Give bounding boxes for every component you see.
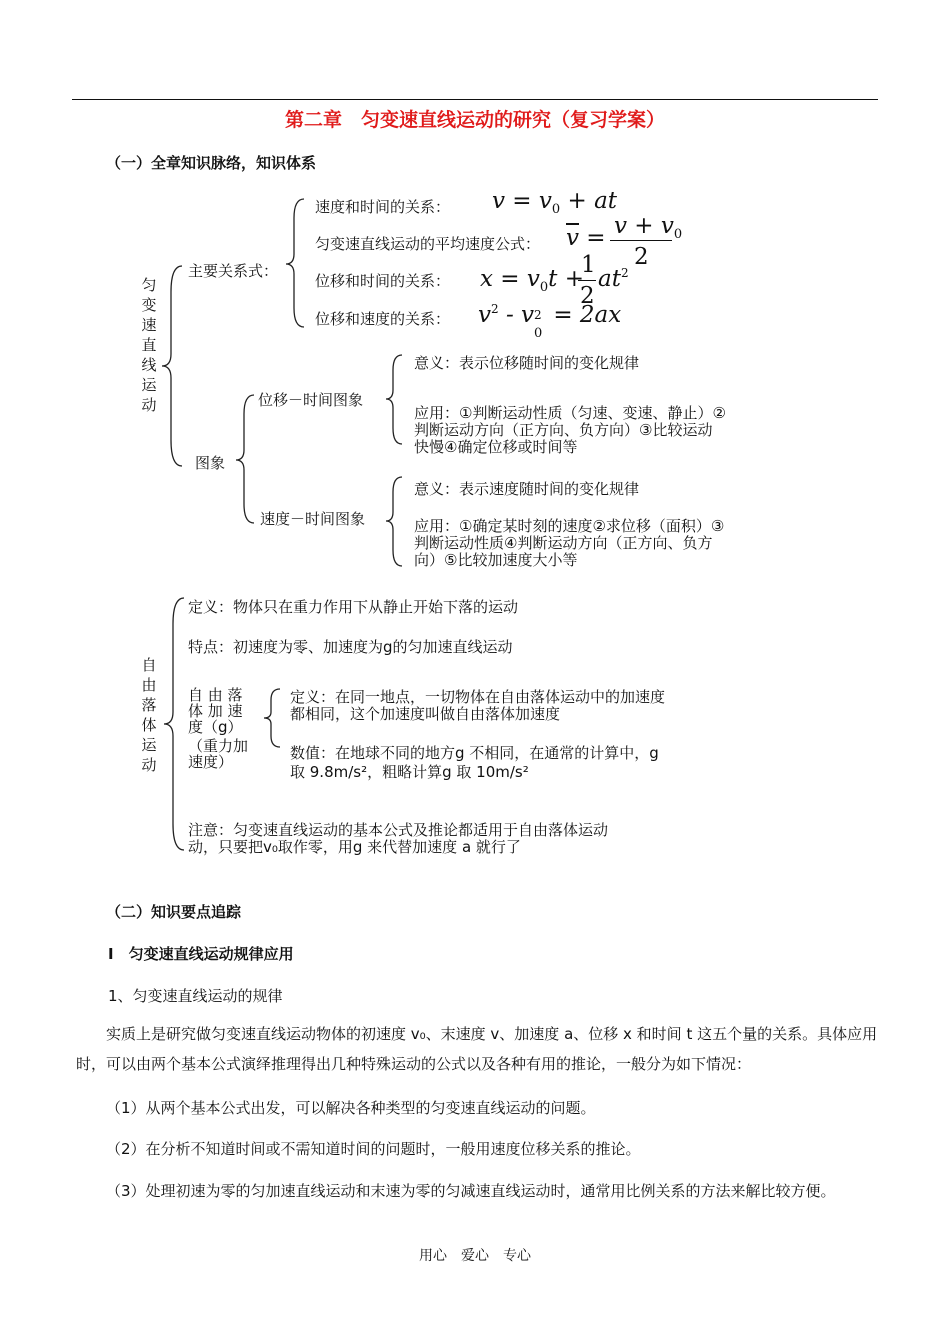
freefall-definition: 定义：物体只在重力作用下从静止开始下落的运动 [188, 598, 519, 616]
g-brace [262, 686, 284, 750]
freefall-note-line-1: 注意：匀变速直线运动的基本公式及推论都适用于自由落体运动 [188, 821, 609, 839]
g-definition-line-1: 定义：在同一地点，一切物体在自由落体运动中的加速度 [290, 688, 666, 706]
paragraph-1: 实质上是研究做匀变速直线运动物体的初速度 v₀、末速度 v、加速度 a、位移 x 和时间 t 这五个量的关系。具体应用时，可以由两个基本公式演绎推理得出几种特殊运动的公式以及各种有用的推论，一般分为如下情况： [76, 1025, 878, 1073]
g-label-line-2: 体 加 速 [188, 702, 243, 720]
formula-label-displacement-time: 位移和时间的关系： [315, 272, 451, 290]
formula-average-velocity: $\overline{v}$ = [566, 225, 606, 251]
xt-brace [384, 352, 406, 447]
formula-average-velocity-denominator: 2 [634, 244, 649, 270]
tree1-root: 匀变速直线运动 [141, 276, 157, 414]
formula-displacement-velocity: $v^2$ - v 2 0 = 2ax [478, 302, 622, 341]
formula-label-velocity-time: 速度和时间的关系： [315, 198, 451, 216]
page-footer: 用心 爱心 专心 [419, 1248, 531, 1264]
g-label-line-5: 速度） [188, 753, 234, 771]
vt-graph-label: 速度－时间图象 [260, 510, 366, 528]
xt-application-line-1: 应用：①判断运动性质（匀速、变速、静止）② [414, 404, 726, 422]
paragraph-3: （2）在分析不知道时间或不需知道时间的问题时，一般用速度位移关系的推论。 [106, 1140, 641, 1158]
g-value-line-2: 取 9.8m/s²，粗略计算g 取 10m/s² [290, 763, 529, 781]
subheading-1: 1、匀变速直线运动的规律 [108, 987, 283, 1005]
page-title: 第二章 匀变速直线运动的研究（复习学案） [284, 109, 665, 131]
formula-velocity-time: $v = v_0$ + at [492, 188, 618, 217]
xt-application-line-2: 判断运动方向（正方向、负方向）③比较运动 [414, 421, 713, 439]
vt-brace [384, 474, 406, 569]
section-heading-1: （一）全章知识脉络，知识体系 [106, 154, 317, 172]
formula-label-average-velocity: 匀变速直线运动的平均速度公式： [315, 235, 541, 253]
section-heading-3: Ⅰ 匀变速直线运动规律应用 [108, 945, 294, 963]
tree1-root-brace [160, 262, 190, 472]
g-label-line-4: （重力加 [188, 737, 249, 755]
vt-application-line-1: 应用：①确定某时刻的速度②求位移（面积）③ [414, 517, 725, 535]
header-rule [72, 99, 878, 100]
freefall-feature: 特点：初速度为零、加速度为g的匀加速直线运动 [188, 638, 513, 656]
fraction-bar-half [578, 280, 596, 281]
g-value-line-1: 数值：在地球不同的地方g 不相同，在通常的计算中，g [290, 744, 659, 762]
graph-label: 图象 [195, 454, 226, 472]
vt-application-line-2: 判断运动性质④判断运动方向（正方向、负方 [414, 534, 713, 552]
paragraph-4: （3）处理初速为零的匀加速直线运动和末速为零的匀减速直线运动时，通常用比例关系的方法来解比较方便。 [106, 1182, 836, 1200]
formula-displacement-time: $x = v_0t$ + [480, 266, 584, 295]
tree2-root: 自由落体运动 [141, 656, 157, 774]
paragraph-2: （1）从两个基本公式出发，可以解决各种类型的匀变速直线运动的问题。 [106, 1099, 596, 1117]
g-definition-line-2: 都相同，这个加速度叫做自由落体加速度 [290, 705, 561, 723]
formula-label-displacement-velocity: 位移和速度的关系： [315, 310, 451, 328]
g-label-line-3: 度（g） [188, 718, 243, 736]
formulas-brace [284, 196, 308, 330]
tree2-root-brace [162, 594, 190, 856]
formula-half-numerator: 1 [581, 252, 596, 278]
xt-application-line-3: 快慢④确定位移或时间等 [414, 438, 578, 456]
vt-meaning: 意义：表示速度随时间的变化规律 [414, 480, 640, 498]
main-relations-label: 主要关系式： [188, 262, 279, 280]
xt-meaning: 意义：表示位移随时间的变化规律 [414, 354, 640, 372]
xt-graph-label: 位移－时间图象 [258, 391, 364, 409]
fraction-bar [610, 240, 672, 241]
formula-average-velocity-numerator: $v + v_0$ [614, 213, 683, 242]
g-label-line-1: 自 由 落 [188, 686, 243, 704]
formula-half-denominator: 2 [580, 283, 595, 309]
freefall-note-line-2: 动，只要把v₀取作零，用g 来代替加速度 a 就行了 [188, 838, 521, 856]
section-heading-2: （二）知识要点追踪 [106, 903, 242, 921]
vt-application-line-3: 向）⑤比较加速度大小等 [414, 551, 578, 569]
formula-half-at-squared: $at^2$ [598, 266, 629, 292]
graph-brace [234, 392, 258, 526]
